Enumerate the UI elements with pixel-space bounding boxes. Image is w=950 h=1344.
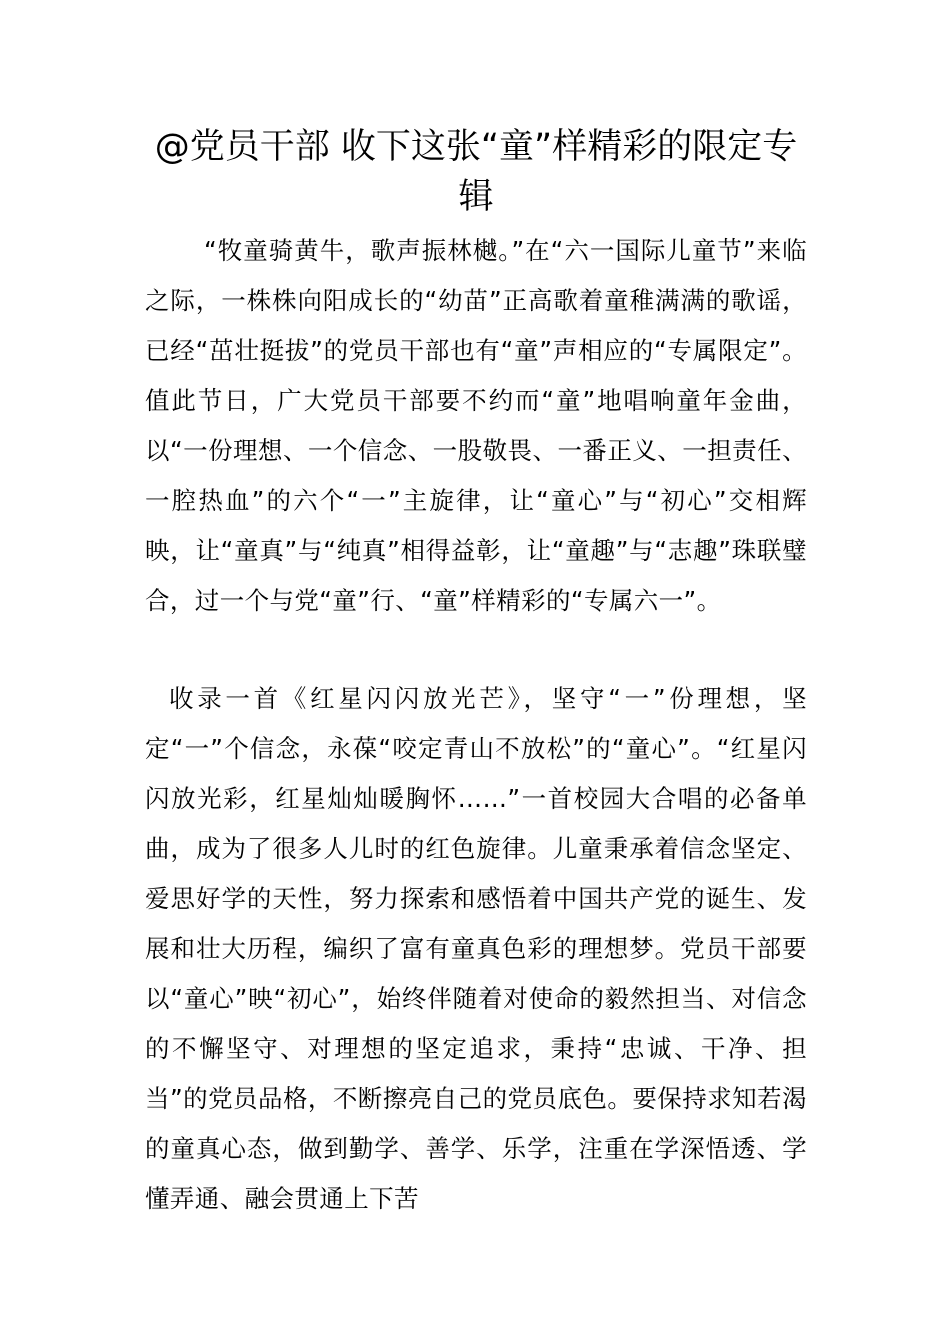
paragraph-1: “牧童骑黄牛，歌声振林樾。”在“六一国际儿童节”来临之际，一株株向阳成长的“幼苗”正高歌着童稚满满的歌谣，已经“茁壮挺拔”的党员干部也有“童”声相应的“专属限定”。值此节日，广大党员干部要不约而“童”地唱响童年金曲，以“一份理想、一个信念、一股敬畏、一番正义、一担责任、一腔热血”的六个“一”主旋律，让“童心”与“初心”交相辉映，让“童真”与“纯真”相得益彰，让“童趣”与“志趣”珠联璧合，过一个与党“童”行、“童”样精彩的“专属六一”。 [145, 236, 807, 615]
document-title: @党员干部 收下这张“童”样精彩的限定专辑 [154, 127, 798, 217]
paragraph-2: 收录一首《红星闪闪放光芒》，坚守“一”份理想，坚定“一”个信念，永葆“咬定青山不放松”的“童心”。“红星闪闪放光彩，红星灿灿暖胸怀……”一首校园大合唱的必备单曲，成为了很多人儿时的红色旋律。儿童秉承着信念坚定、爱思好学的天性，努力探索和感悟着中国共产党的诞生、发展和壮大历程，编织了富有童真色彩的理想梦。党员干部要以“童心”映“初心”，始终伴随着对使命的毅然担当、对信念的不懈坚守、对理想的坚定追求，秉持“忠诚、干净、担当”的党员品格，不断擦亮自己的党员底色。要保持求知若渴的童真心态，做到勤学、善学、乐学，注重在学深悟透、学懂弄通、融会贯通上下苦 [145, 684, 807, 1213]
